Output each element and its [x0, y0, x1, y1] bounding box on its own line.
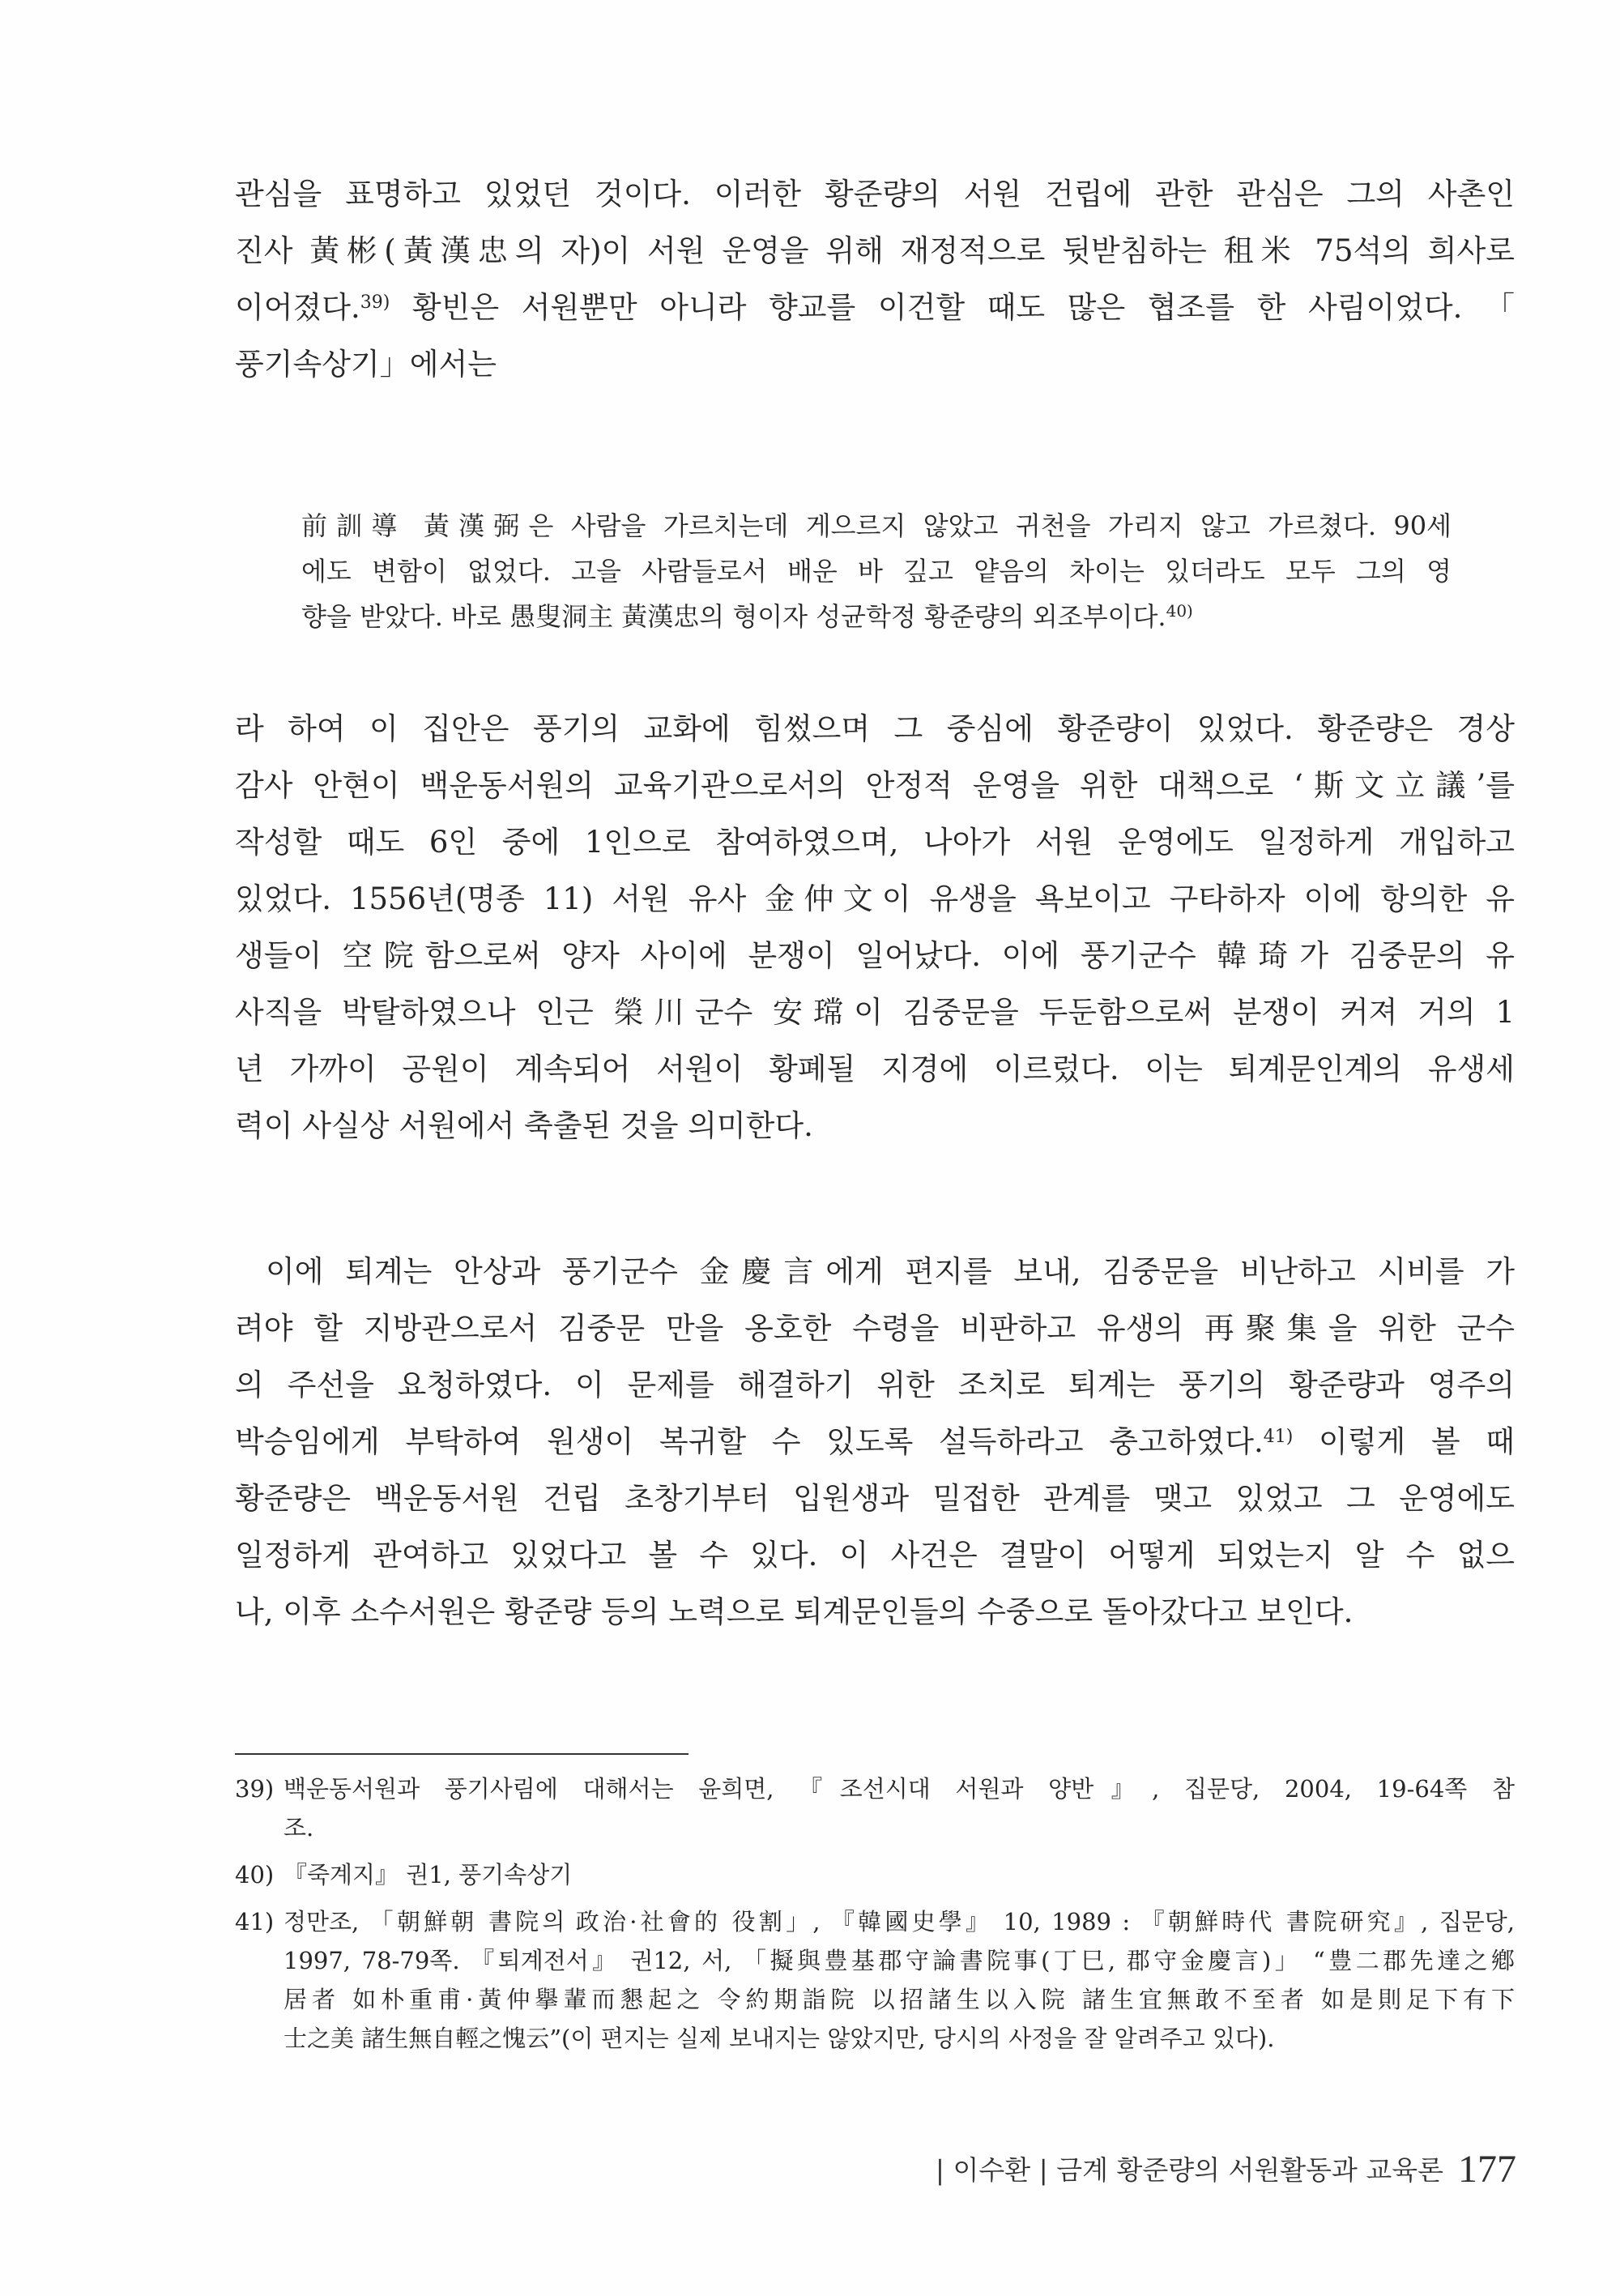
footnote-line: 士之美 諸生無自輕之愧云”(이 편지는 실제 보내지는 않았지만, 당시의 사정을 잘 알려주고 있다). — [284, 2025, 1275, 2052]
quote-line: 前訓導 黃漢弼은 사람을 가르치는데 게으르지 않았고 귀천을 가리지 않고 가르쳤다. 90세 — [301, 510, 1452, 541]
footnote-ref-40: 40) — [1166, 601, 1193, 621]
text-line: 있었다. 1556년(명종 11) 서원 유사 金仲文이 유생을 욕보이고 구타하자 이에 항의한 유 — [235, 881, 1515, 916]
text-line: 황준량은 백운동서원 건립 초창기부터 입원생과 밀접한 관계를 맺고 있었고 그 운영에도 — [235, 1481, 1515, 1516]
text-line: 라 하여 이 집안은 풍기의 교화에 힘썼으며 그 중심에 황준량이 있었다. 황준량은 경상 — [235, 711, 1515, 746]
footnote-line: 백운동서원과 풍기사림에 대해서는 윤희면, 『조선시대 서원과 양반』, 집문당, 2004, 19-64쪽 참 — [284, 1775, 1515, 1803]
footnote-40 — [235, 1855, 1515, 1894]
text-line: 이에 퇴계는 안상과 풍기군수 金慶言에게 편지를 보내, 김중문을 비난하고 시비를 가 — [266, 1254, 1515, 1289]
text-line: 려야 할 지방관으로서 김중문 만을 옹호한 수령을 비판하고 유생의 再聚集을 위한 군수 — [235, 1311, 1515, 1346]
text-line: 일정하게 관여하고 있었다고 볼 수 있다. 이 사건은 결말이 어떻게 되었는지 알 수 없으 — [235, 1538, 1515, 1573]
footnote-number: 41) — [235, 1908, 275, 1935]
quote-line: 에도 변함이 없었다. 고을 사람들로서 배운 바 깊고 얕음의 차이는 있더라도 모두 그의 영 — [301, 556, 1452, 587]
page-number: 177 — [1458, 2148, 1516, 2191]
text-line: 생들이 空院함으로써 양자 사이에 분쟁이 일어났다. 이에 풍기군수 韓琦가 김중문의 유 — [235, 938, 1515, 973]
text-line: 의 주선을 요청하였다. 이 문제를 해결하기 위한 조치로 퇴계는 풍기의 황준량과 영주의 — [235, 1368, 1515, 1402]
text-line: 풍기속상기」에서는 — [235, 347, 497, 382]
footnote-39 — [235, 1769, 1515, 1847]
text-line: 나, 이후 소수서원은 황준량 등의 노력으로 퇴계문인들의 수중으로 돌아갔다고 보인다. — [235, 1594, 1354, 1629]
footnote-line: 정만조, 「朝鮮朝 書院의 政治·社會的 役割」, 『韓國史學』 10, 1989 : 『朝鮮時代 書院研究』, 집문당, — [284, 1908, 1515, 1935]
body-paragraph-2 — [235, 701, 1515, 1154]
body-paragraph-1 — [235, 166, 1515, 393]
text-line: 년 가까이 공원이 계속되어 서원이 황폐될 지경에 이르렀다. 이는 퇴계문인계의 유생세 — [235, 1052, 1515, 1086]
text-line: 진사 黃彬(黃漢忠의 자)이 서원 운영을 위해 재정적으로 뒷받침하는 租米 75석의 희사로 — [235, 233, 1515, 268]
footnote-line: 조. — [284, 1814, 314, 1841]
footnote-ref-41: 41) — [1263, 1426, 1294, 1447]
footnote-line: 『죽계지』 권1, 풍기속상기 — [284, 1861, 573, 1888]
text-line: 이어졌다.$^{39)}$ 황빈은 서원뿐만 아니라 향교를 이건할 때도 많은 협조를 한 사림이었다. 「 — [235, 290, 1515, 325]
text-line: 사직을 박탈하였으나 인근 榮川군수 安瑺이 김중문을 두둔함으로써 분쟁이 커져 거의 1 — [235, 995, 1515, 1030]
footnote-divider — [235, 1753, 688, 1755]
footnote-line: 1997, 78-79쪽. 『퇴계전서』 권12, 서, 「擬與豊基郡守論書院事(丁巳, 郡守金慶言)」 “豊二郡先達之鄕 — [284, 1947, 1515, 1974]
text-line: 력이 사실상 서원에서 축출된 것을 의미한다. — [235, 1108, 813, 1143]
footnote-line: 居者 如朴重甫·黃仲擧輩而懇起之 令約期詣院 以招諸生以入院 諸生宜無敢不至者 如是則足下有下 — [284, 1986, 1515, 2013]
quote-line: 향을 받았다. 바로 愚叟洞主 黃漢忠의 형이자 성균학정 황준량의 외조부이다.$^{40)}$ — [301, 601, 1193, 632]
footnote-41 — [235, 1902, 1515, 2058]
running-footer-title: | 이수환 | 금계 황준량의 서원활동과 교육론 — [935, 2154, 1443, 2186]
block-quote — [301, 503, 1452, 639]
body-paragraph-3 — [235, 1244, 1515, 1641]
text-line: 감사 안현이 백운동서원의 교육기관으로서의 안정적 운영을 위한 대책으로 ‘斯文立議’를 — [235, 768, 1515, 803]
text-line: 작성할 때도 6인 중에 1인으로 참여하였으며, 나아가 서원 운영에도 일정하게 개입하고 — [235, 825, 1515, 860]
footnote-number: 40) — [235, 1861, 275, 1888]
text-line: 박승임에게 부탁하여 원생이 복귀할 수 있도록 설득하라고 충고하였다.$^{41)}$ 이렇게 볼 때 — [235, 1424, 1515, 1459]
footnotes — [235, 1769, 1515, 2058]
footnote-ref-39: 39) — [360, 292, 390, 313]
footnote-number: 39) — [235, 1775, 275, 1803]
running-footer — [936, 2145, 1516, 2195]
text-line: 관심을 표명하고 있었던 것이다. 이러한 황준량의 서원 건립에 관한 관심은 그의 사촌인 — [235, 177, 1515, 211]
